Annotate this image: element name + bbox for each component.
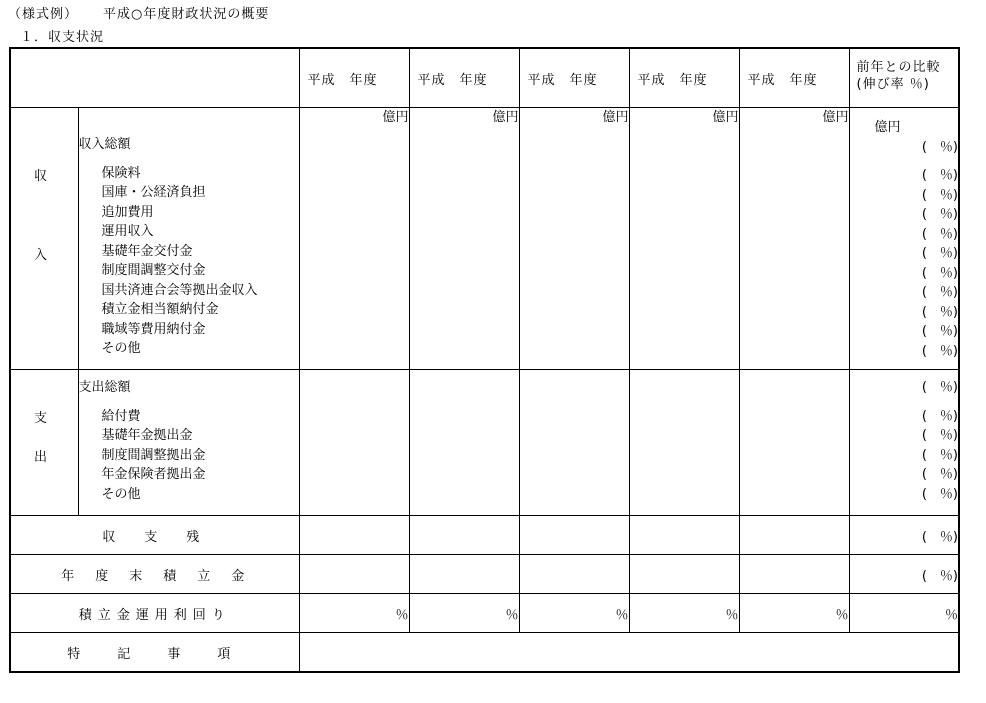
- income-side-label: [10, 108, 78, 370]
- balance-value-cell: [299, 516, 409, 555]
- yield-value-cell: ％: [299, 594, 409, 633]
- income-item: 運用収入: [101, 224, 154, 239]
- income-value-cell: [519, 108, 629, 370]
- income-value-cell: [629, 108, 739, 370]
- income-item: 保険料: [101, 165, 141, 181]
- pct-cell: ( ％): [921, 324, 958, 339]
- expense-value-cell: [519, 370, 629, 516]
- income-value-cell: [739, 108, 849, 370]
- comparison-header: [849, 48, 959, 108]
- year-header: 平成 年度: [409, 48, 519, 108]
- reserve-value-cell: [739, 555, 849, 594]
- unit-label: 億円: [822, 110, 849, 125]
- expense-value-cell: [299, 370, 409, 516]
- income-item: 国庫・公経済負担: [101, 185, 206, 200]
- pct-cell: ( ％): [921, 168, 958, 183]
- expense-item: 基礎年金拠出金: [101, 428, 193, 443]
- yield-value-cell: ％: [849, 594, 959, 633]
- notes-value-cell: [299, 633, 959, 673]
- expense-value-cell: [739, 370, 849, 516]
- balance-value-cell: [519, 516, 629, 555]
- income-item: 積立金相当額納付金: [101, 302, 219, 317]
- reserve-row: [10, 555, 959, 594]
- reserve-value-cell: [299, 555, 409, 594]
- yield-label: 積立金運用利回り: [10, 594, 299, 633]
- pct-cell: ( ％): [921, 486, 958, 502]
- expense-value-cell: [629, 370, 739, 516]
- pct-cell: ( ％): [921, 187, 958, 203]
- unit-label: 億円: [712, 110, 739, 125]
- year-header: 平成 年度: [519, 48, 629, 108]
- expense-item: その他: [101, 486, 141, 502]
- yield-value-cell: ％: [519, 594, 629, 633]
- unit-label: 億円: [874, 120, 901, 135]
- expense-item: 年金保険者拠出金: [101, 467, 206, 482]
- year-header: 平成 年度: [299, 48, 409, 108]
- income-item: その他: [101, 341, 141, 356]
- yield-value-cell: ％: [629, 594, 739, 633]
- comparison-header-line1: 前年との比較: [856, 60, 941, 75]
- pct-cell: ( ％): [921, 428, 958, 443]
- expense-items: [78, 370, 299, 516]
- reserve-value-cell: [519, 555, 629, 594]
- year-header: 平成 年度: [739, 48, 849, 108]
- income-char: 収: [34, 169, 48, 184]
- pct-cell: ( ％): [921, 343, 958, 359]
- expense-side-label: [10, 370, 78, 516]
- unit-label: 億円: [382, 110, 409, 125]
- pct-cell: ( ％): [921, 265, 958, 281]
- balance-pct-cell: ( ％): [849, 516, 959, 555]
- expense-item: 給付費: [101, 408, 141, 424]
- income-item: 職域等費用納付金: [101, 321, 206, 337]
- corner-cell: [10, 48, 299, 108]
- pct-cell: ( ％): [921, 285, 958, 300]
- pct-cell: ( ％): [921, 246, 958, 261]
- pct-cell: ( ％): [921, 447, 958, 463]
- year-header: 平成 年度: [629, 48, 739, 108]
- income-comparison-cell: [849, 108, 959, 370]
- reserve-value-cell: [409, 555, 519, 594]
- balance-value-cell: [629, 516, 739, 555]
- expense-char: 支: [34, 411, 48, 426]
- balance-row: [10, 516, 959, 555]
- page-title: 平成○年度財政状況の概要: [103, 7, 270, 22]
- income-item: 基礎年金交付金: [101, 243, 193, 259]
- balance-label: 収 支 残: [10, 516, 299, 555]
- income-item: 国共済連合会等拠出金収入: [101, 282, 258, 298]
- pct-cell: ( ％): [921, 380, 958, 395]
- section-heading: １．収支状況: [20, 30, 105, 45]
- expense-comparison-cell: [849, 370, 959, 516]
- yield-row: [10, 594, 959, 633]
- pct-cell: ( ％): [921, 226, 958, 242]
- pct-cell: ( ％): [921, 467, 958, 482]
- expense-char: 出: [34, 450, 48, 465]
- reserve-label: 年 度 末 積 立 金: [10, 555, 299, 594]
- income-char: 入: [34, 248, 48, 263]
- pct-cell: ( ％): [921, 408, 958, 424]
- expense-total-label: 支出総額: [78, 380, 131, 395]
- yield-value-cell: ％: [409, 594, 519, 633]
- expense-value-cell: [409, 370, 519, 516]
- table-header-row: [10, 48, 959, 108]
- expense-section-row: [10, 370, 959, 516]
- pct-cell: ( ％): [921, 139, 958, 155]
- yield-value-cell: ％: [739, 594, 849, 633]
- pct-cell: ( ％): [921, 304, 958, 320]
- unit-label: 億円: [602, 110, 629, 125]
- income-section-row: [10, 108, 959, 370]
- income-total-label: 収入総額: [78, 137, 131, 152]
- balance-value-cell: [409, 516, 519, 555]
- notes-label: 特 記 事 項: [10, 633, 299, 673]
- income-item: 追加費用: [101, 204, 154, 220]
- notes-row: [10, 633, 959, 673]
- reserve-value-cell: [629, 555, 739, 594]
- balance-value-cell: [739, 516, 849, 555]
- pct-cell: ( ％): [921, 207, 958, 222]
- income-item: 制度間調整交付金: [101, 263, 206, 278]
- comparison-header-line2: (伸び率 ％): [856, 77, 930, 92]
- reserve-pct-cell: ( ％): [849, 555, 959, 594]
- expense-item: 制度間調整拠出金: [101, 447, 206, 463]
- income-value-cell: [299, 108, 409, 370]
- form-label: （様式例）: [8, 7, 79, 22]
- unit-label: 億円: [492, 110, 519, 125]
- income-items: [78, 108, 299, 370]
- income-value-cell: [409, 108, 519, 370]
- financial-status-table: [9, 47, 960, 673]
